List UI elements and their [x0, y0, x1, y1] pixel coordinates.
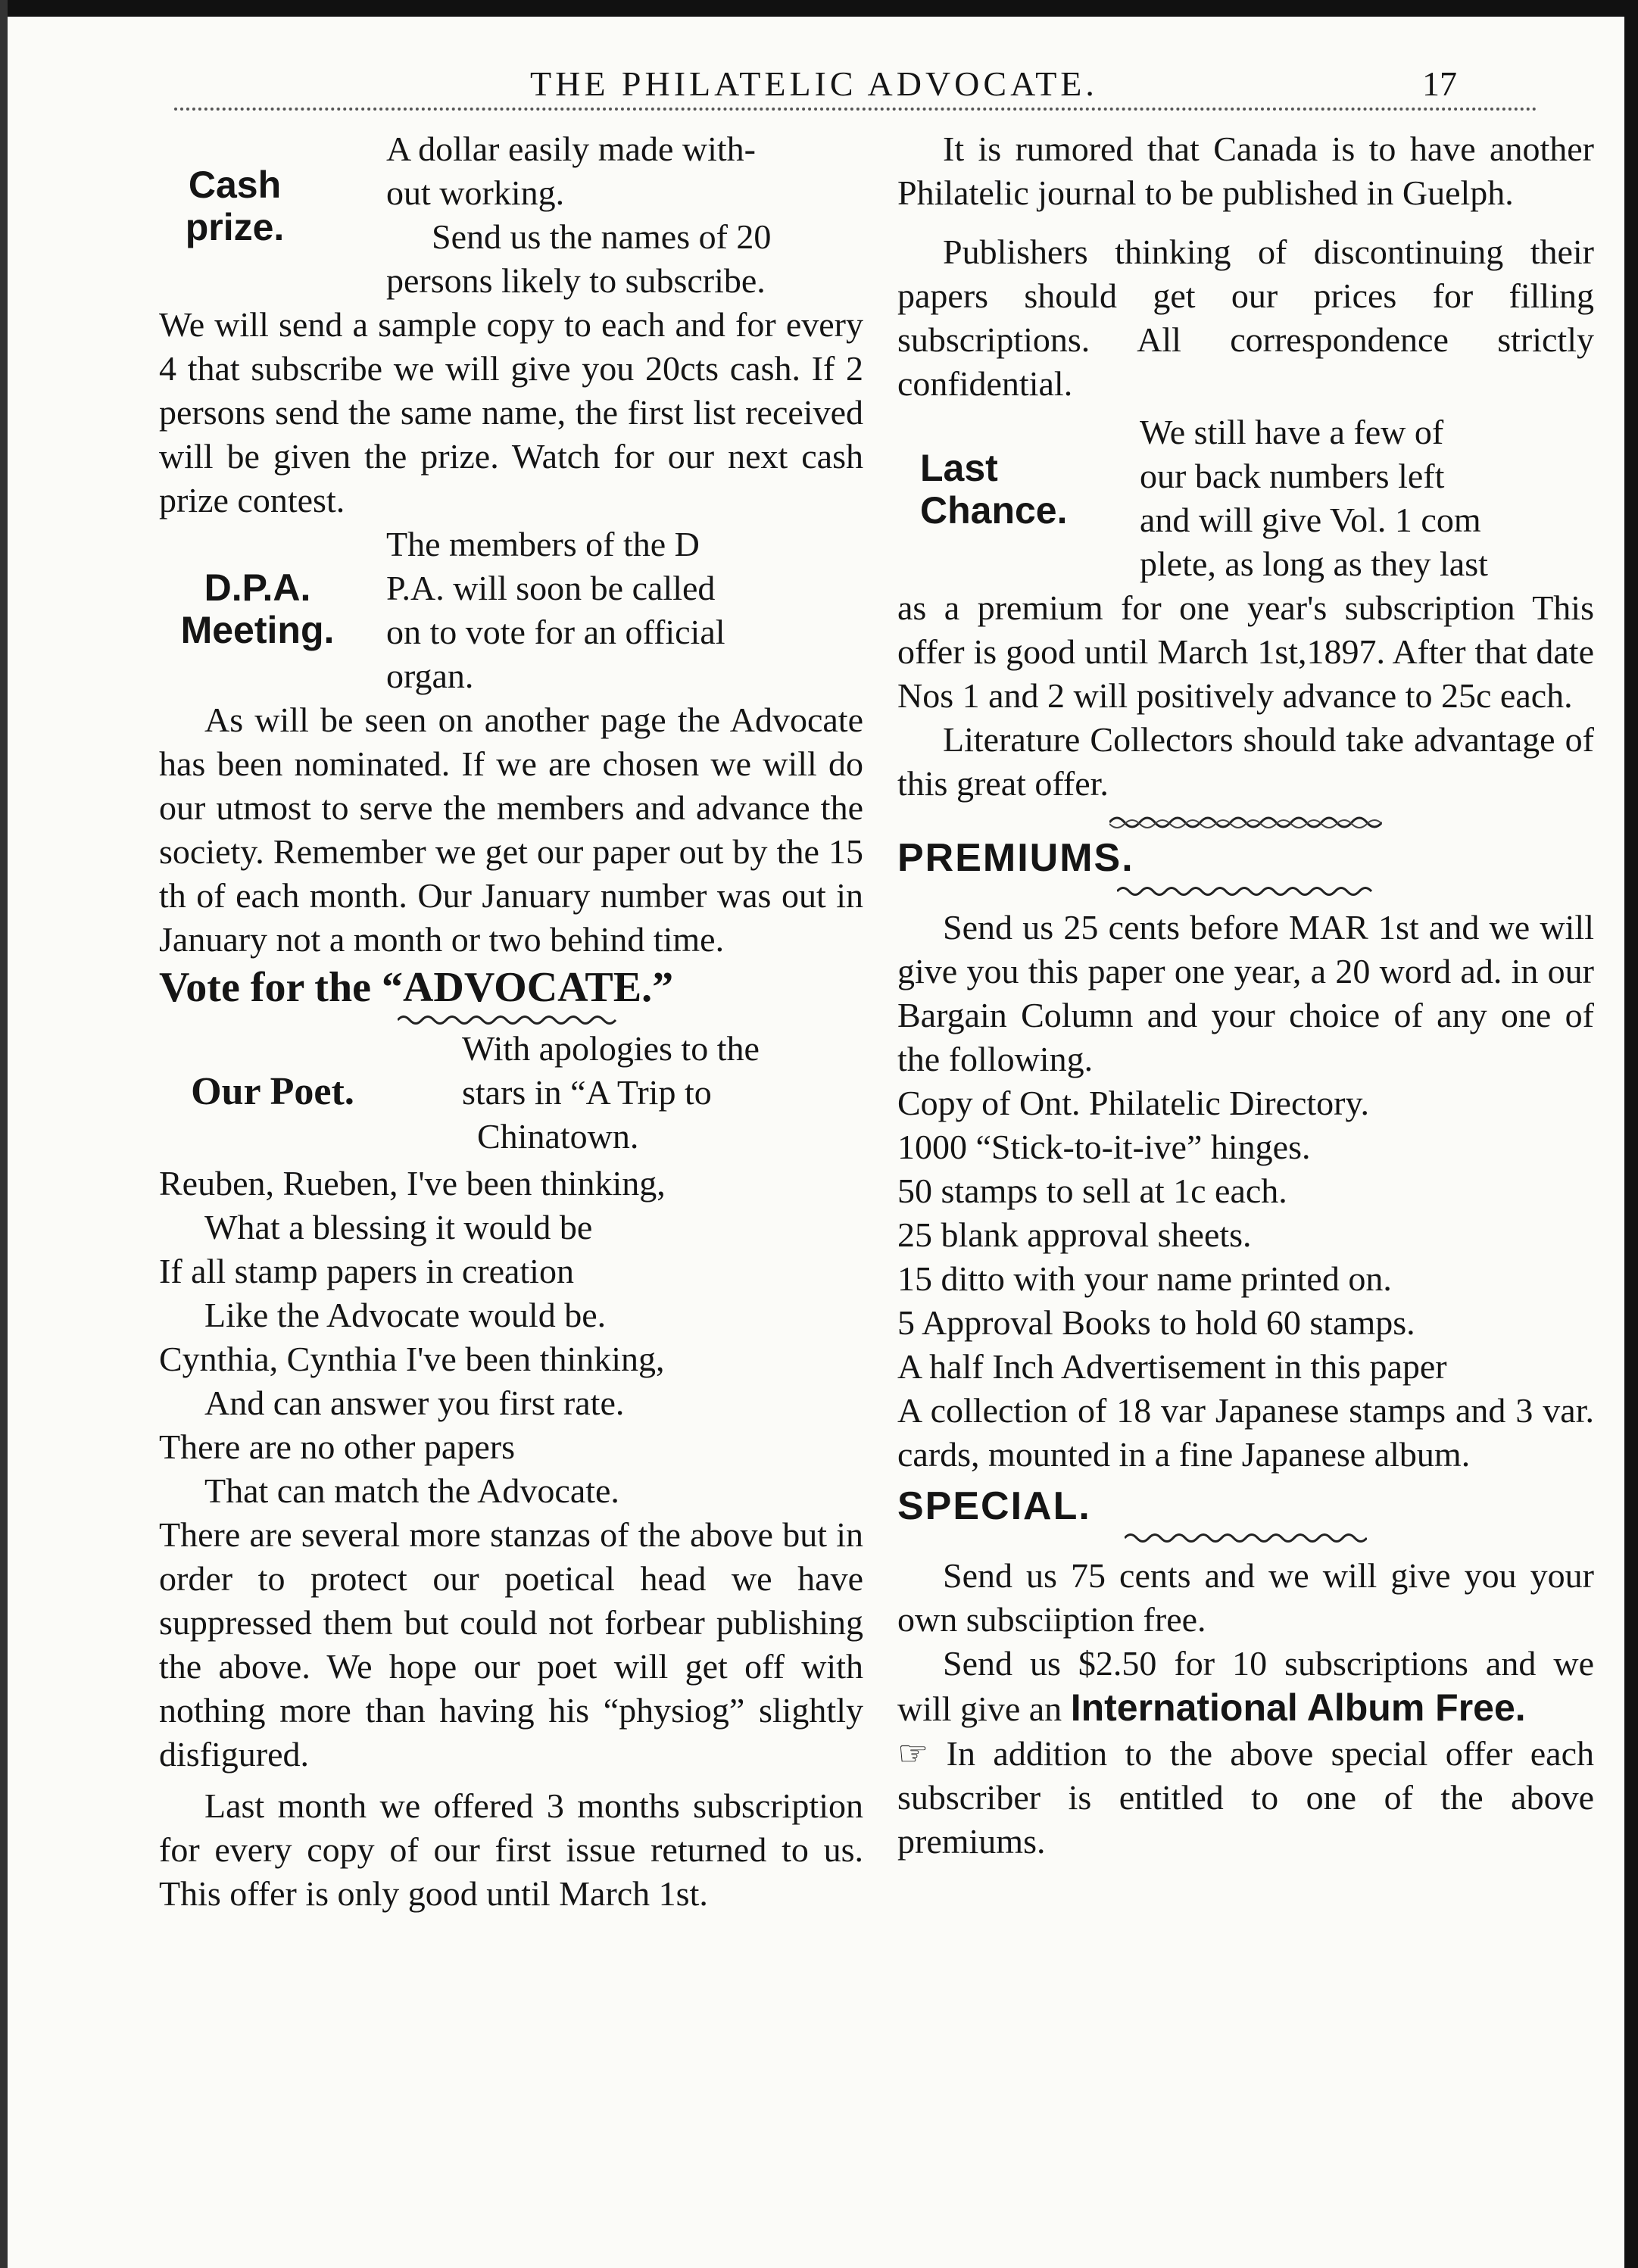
- poem-line: Reuben, Rueben, I've been thinking,: [159, 1164, 666, 1203]
- poet-side-lines: [462, 1027, 863, 1159]
- last-chance-sidehead: [920, 447, 1117, 532]
- premium-item: 50 stamps to sell at 1c each.: [897, 1171, 1287, 1210]
- side-line: stars in “A Trip to: [462, 1073, 712, 1112]
- premium-item: 5 Approval Books to hold 60 stamps.: [897, 1303, 1415, 1342]
- last-chance-label-2: Chance.: [920, 489, 1068, 532]
- cash-prize-section: [159, 127, 863, 303]
- wavy-rule: [398, 1013, 625, 1027]
- side-line: and will give Vol. 1 com: [1140, 501, 1481, 539]
- premiums-heading: PREMIUMS.: [897, 836, 1134, 880]
- dpa-sidehead: [159, 566, 356, 651]
- poem-line: And can answer you first rate.: [204, 1384, 625, 1422]
- side-line: P.A. will soon be called: [386, 569, 716, 607]
- poem: [159, 1162, 863, 1513]
- cash-prize-body: We will send a sample copy to each and for every 4 that subscribe we will give you 20cts cash. If 2 persons send the same name, the first list received will be given the prize. Watch for our next cash prize contest.: [159, 305, 863, 519]
- dpa-body: As will be seen on another page the Advocate has been nominated. If we are chosen we will do our utmost to serve the members and advance the society. Remember we get our paper out by the 15 th of each month. Our January number was out in January not a month or two behind time.: [159, 700, 863, 959]
- literature-paragraph: Literature Collectors should take advantage of this great offer.: [897, 720, 1594, 803]
- cash-prize-sidehead: [159, 164, 310, 248]
- pointing-hand-icon: ☞: [897, 1733, 929, 1774]
- poem-line: There are no other papers: [159, 1427, 515, 1466]
- cash-prize-label-2: prize.: [185, 206, 285, 248]
- dpa-label-1: D.P.A.: [204, 566, 311, 609]
- dpa-label-2: Meeting.: [180, 609, 335, 651]
- special-paragraph-2: [897, 1642, 1594, 1731]
- page-border-left: [0, 0, 8, 2268]
- side-line: We still have a few of: [1140, 413, 1444, 451]
- poem-line: If all stamp papers in creation: [159, 1252, 574, 1290]
- side-line: our back numbers left: [1140, 457, 1445, 495]
- side-line: The members of the D: [386, 525, 700, 563]
- side-line: organ.: [386, 657, 474, 695]
- special-3-text: In addition to the above special offer each subscriber is entitled to one of the above premiums.: [897, 1734, 1594, 1861]
- premiums-intro: Send us 25 cents before MAR 1st and we will give you this paper one year, a 20 word ad. in our Bargain Column and your choice of any one of the following.: [897, 908, 1594, 1078]
- poem-line: What a blessing it would be: [204, 1208, 593, 1246]
- side-line: persons likely to subscribe.: [386, 261, 766, 300]
- wavy-rule: [1125, 1531, 1367, 1545]
- publishers-paragraph: Publishers thinking of discontinuing their papers should get our prices for filling subscriptions. All correspondence strictly confidential.: [897, 232, 1594, 403]
- special-2-text: Send us $2.50 for 10 subscriptions and we will give an: [897, 1644, 1594, 1728]
- side-line: Chinatown.: [477, 1117, 639, 1156]
- last-chance-body: as a premium for one year's subscription This offer is good until March 1st,1897. After that date Nos 1 and 2 will positively advance to 25c each.: [897, 588, 1594, 715]
- wavy-rule: [1117, 884, 1374, 898]
- premium-item: A half Inch Advertisement in this paper: [897, 1347, 1447, 1386]
- premium-item: 15 ditto with your name printed on.: [897, 1259, 1392, 1298]
- premium-item: A collection of 18 var Japanese stamps and 3 var. cards, mounted in a fine Japanese album.: [897, 1391, 1594, 1474]
- side-line: plete, as long as they last: [1140, 544, 1488, 583]
- premium-item: 25 blank approval sheets.: [897, 1215, 1252, 1254]
- special-heading: SPECIAL.: [897, 1484, 1091, 1528]
- side-line: on to vote for an official: [386, 613, 725, 651]
- page-border-right: [1624, 0, 1638, 2268]
- side-line: A dollar easily made with-: [386, 129, 756, 168]
- vote-heading: Vote for the “ADVOCATE.”: [159, 964, 674, 1011]
- side-line: out working.: [386, 173, 565, 212]
- page-number: 17: [1422, 64, 1457, 103]
- last-chance-label-1: Last: [920, 447, 998, 489]
- side-line: With apologies to the: [462, 1029, 760, 1068]
- poem-line: Like the Advocate would be.: [204, 1296, 607, 1334]
- premium-item: 1000 “Stick-to-it-ive” hinges.: [897, 1128, 1311, 1166]
- last-chance-section: [897, 410, 1594, 586]
- cash-prize-label-1: Cash: [188, 164, 282, 206]
- poem-line: Cynthia, Cynthia I've been thinking,: [159, 1340, 665, 1378]
- premium-item: Copy of Ont. Philatelic Directory.: [897, 1084, 1369, 1122]
- side-line: Send us the names of 20: [432, 217, 772, 256]
- left-column: [159, 127, 863, 1916]
- special-2-bold: International Album Free.: [1070, 1686, 1526, 1729]
- poet-section: [159, 1027, 863, 1162]
- page-border-top: [0, 0, 1638, 17]
- page-title: THE PHILATELIC ADVOCATE.: [530, 64, 1098, 103]
- rumor-paragraph: It is rumored that Canada is to have another Philatelic journal to be published in Guelph.: [897, 129, 1594, 212]
- right-column: [897, 127, 1594, 1864]
- dpa-section: [159, 523, 863, 698]
- header-rule: [174, 108, 1537, 111]
- cash-prize-side-lines: [386, 127, 863, 303]
- special-paragraph-3: [897, 1731, 1594, 1864]
- special-paragraph-1: Send us 75 cents and we will give you your own subsciiption free.: [897, 1556, 1594, 1639]
- after-poem-paragraph: There are several more stanzas of the above but in order to protect our poetical head we have suppressed them but could not forbear publishing the above. We hope our poet will get off with nothing more than having his “physiog” slightly disfigured.: [159, 1515, 863, 1774]
- last-month-paragraph: Last month we offered 3 months subscription for every copy of our first issue returned to us. This offer is only good until March 1st.: [159, 1786, 863, 1913]
- running-head: [174, 64, 1537, 109]
- poem-line: That can match the Advocate.: [204, 1471, 619, 1510]
- dpa-side-lines: [386, 523, 863, 698]
- ornament-rule: [1109, 813, 1382, 831]
- last-chance-side-lines: [1140, 410, 1594, 586]
- premium-list: [897, 1081, 1594, 1477]
- poet-sidehead: Our Poet.: [191, 1070, 354, 1113]
